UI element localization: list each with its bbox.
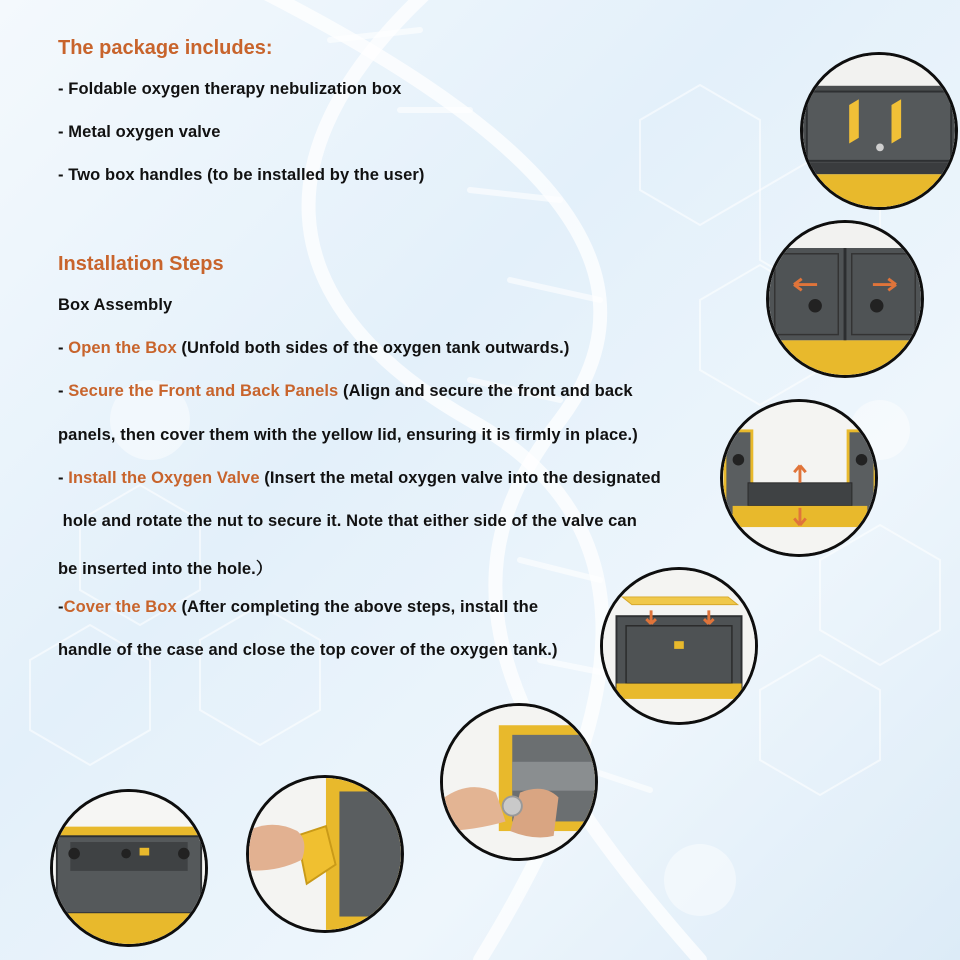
photo-cover-box <box>600 567 758 725</box>
finished-box-illustration <box>53 792 205 944</box>
cover-box-illustration <box>603 570 755 722</box>
attach-handle-illustration <box>249 778 401 930</box>
step-text-continued: hole and rotate the nut to secure it. Note that either side of the valve can <box>58 512 637 530</box>
step-title: Install the Oxygen Valve <box>68 469 260 487</box>
photo-secure-panels <box>720 399 878 557</box>
box-assembly-subheading: Box Assembly <box>58 296 173 314</box>
secure-panels-illustration <box>723 402 875 554</box>
step-text-continued: panels, then cover them with the yellow lid, ensuring it is firmly in place.) <box>58 426 638 444</box>
photo-open-box <box>766 220 924 378</box>
step-prefix: - <box>58 598 64 616</box>
photo-box-with-handles <box>800 52 958 210</box>
photo-finished-box <box>50 789 208 947</box>
step-prefix: - <box>58 339 69 357</box>
install-valve-illustration <box>443 706 595 858</box>
step-cover-box <box>58 598 538 617</box>
package-item: - Metal oxygen valve <box>58 123 221 141</box>
step-title: Secure the Front and Back Panels <box>68 382 339 400</box>
photo-attach-handle <box>246 775 404 933</box>
step-text: (Unfold both sides of the oxygen tank outwards.) <box>176 339 570 357</box>
package-heading: The package includes: <box>58 37 273 59</box>
package-item: - Two box handles (to be installed by the user) <box>58 166 425 184</box>
step-text: (After completing the above steps, install the <box>176 598 539 616</box>
step-text: (Align and secure the front and back <box>338 382 633 400</box>
box-handles-illustration <box>803 55 955 207</box>
installation-heading: Installation Steps <box>58 253 224 275</box>
step-text-continued: handle of the case and close the top cover of the oxygen tank.) <box>58 641 558 659</box>
step-open-box <box>58 339 569 358</box>
package-item: - Foldable oxygen therapy nebulization box <box>58 80 402 98</box>
step-prefix: - <box>58 469 69 487</box>
open-box-illustration <box>769 223 921 375</box>
photo-install-valve <box>440 703 598 861</box>
step-text-continued: be inserted into the hole.） <box>58 560 273 578</box>
step-prefix: - <box>58 382 69 400</box>
step-title: Open the Box <box>68 339 177 357</box>
step-install-valve <box>58 469 661 488</box>
step-text: (Insert the metal oxygen valve into the designated <box>259 469 661 487</box>
step-title: Cover the Box <box>63 598 177 616</box>
step-secure-panels <box>58 382 633 401</box>
